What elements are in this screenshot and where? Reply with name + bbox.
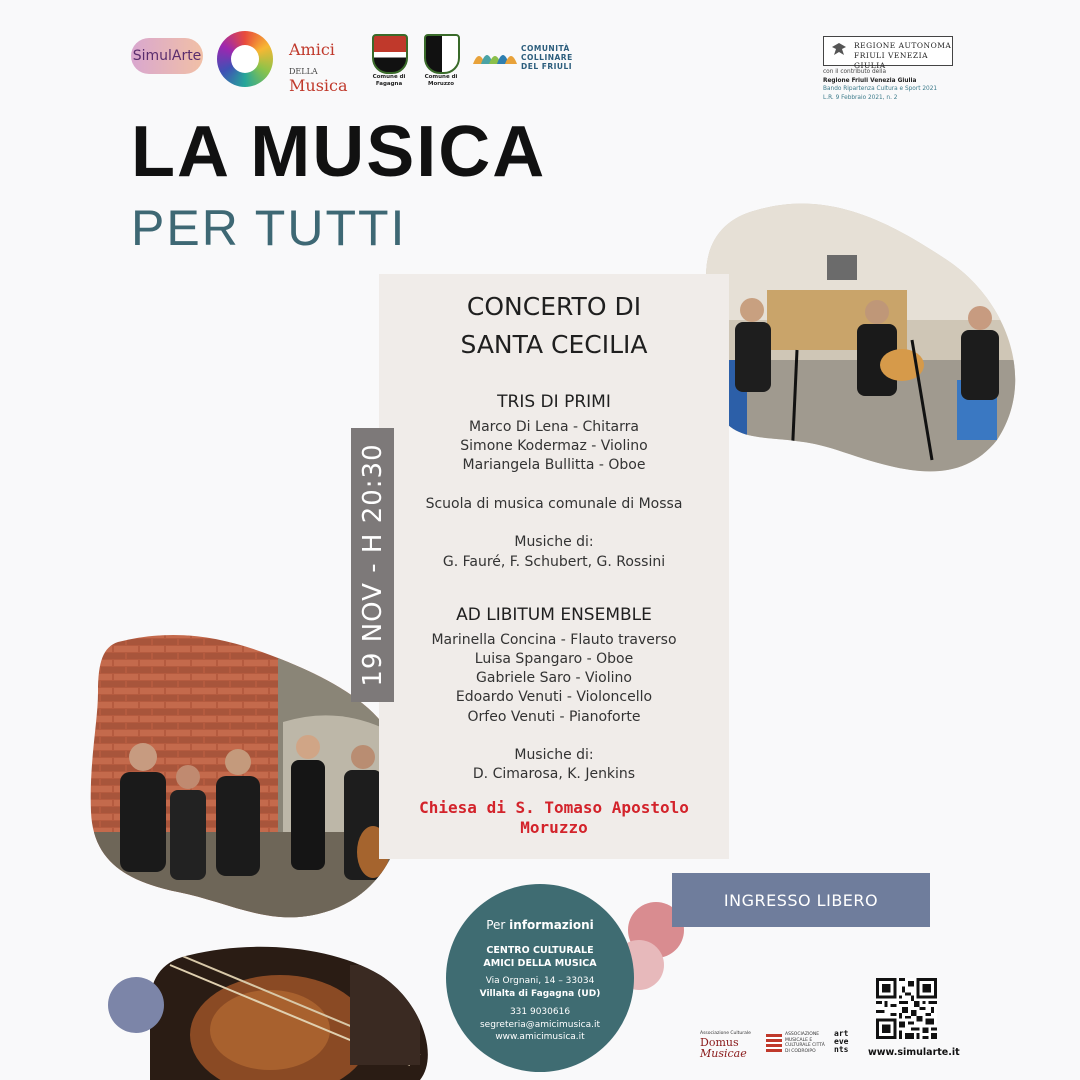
venue-line1: Chiesa di S. Tomaso Apostolo: [419, 798, 689, 817]
group2-member: Luisa Spangaro - Oboe: [474, 651, 634, 667]
concert-title-line1: CONCERTO DI: [466, 292, 642, 321]
program-panel: [379, 274, 729, 859]
fagagna-logo: Comune di Fagagna: [364, 34, 414, 88]
qr-code-icon[interactable]: [876, 978, 937, 1039]
info-circle: Per informazioni CENTRO CULTURALE AMICI DELLA MUSICA Via Orgnani, 14 – 33034 Villalta di Fagagna (UD) 331 9030616 segreteria@amicimusica.it www.amicimusica.it: [446, 884, 634, 1072]
phone-link[interactable]: 331 9030616: [509, 1007, 571, 1017]
group2-member: Edoardo Venuti - Violoncello: [455, 689, 653, 705]
concert-title-line2: SANTA CECILIA: [460, 330, 648, 359]
ingresso-libero-badge: INGRESSO LIBERO: [672, 873, 930, 927]
group1-member: Simone Kodermaz - Violino: [460, 438, 648, 454]
group1-member: Mariangela Bullitta - Oboe: [462, 457, 646, 473]
hills-icon: [473, 44, 517, 64]
trio-photo: [697, 200, 1027, 490]
website-link[interactable]: www.amicimusica.it: [495, 1032, 585, 1042]
comune-logo-ring: [217, 31, 273, 87]
decorative-dot-blue: [108, 977, 164, 1033]
sub-title: PER TUTTI: [131, 200, 407, 256]
moruzzo-coat-icon: [424, 34, 460, 74]
email-link[interactable]: segreteria@amicimusica.it: [479, 1019, 600, 1030]
contributo-text: con il contributo della Regione Friuli Venezia Giulia Bando Ripartenza Cultura e Sport 2021 L.R. 9 Febbraio 2021, n. 2: [823, 69, 938, 101]
eagle-icon: [830, 41, 848, 59]
group2-composers: D. Cimarosa, K. Jenkins: [472, 766, 636, 782]
comunita-collinare-logo: COMUNITÀ COLLINARE DEL FRIULI: [473, 44, 573, 74]
group2-music-label: Musiche di:: [514, 747, 594, 763]
date-text: 19 NOV - H 20:30: [357, 443, 388, 687]
regione-fvg-logo: REGIONE AUTONOMA FRIULI VENEZIA GIULIA: [823, 36, 953, 66]
group2-member: Gabriele Saro - Violino: [476, 670, 632, 686]
group1-school: Scuola di musica comunale di Mossa: [425, 496, 683, 512]
group2-member: Marinella Concina - Flauto traverso: [431, 632, 677, 648]
fagagna-coat-icon: [372, 34, 408, 74]
main-title: LA MUSICA: [131, 112, 547, 192]
simularte-logo: SimulArte: [131, 38, 203, 74]
associazione-codroipo-logo: ASSOCIAZIONE MUSICALE E CULTURALE CITTÀ DI CODROIPO: [766, 1032, 828, 1056]
group1-name: TRIS DI PRIMI: [497, 392, 611, 412]
cello-photo: [150, 945, 430, 1080]
moruzzo-logo: Comune di Moruzzo: [416, 34, 466, 88]
group1-member: Marco Di Lena - Chitarra: [469, 419, 639, 435]
artevents-logo: art eve nts: [834, 1029, 849, 1054]
venue-line2: Moruzzo: [520, 818, 588, 837]
domus-musicae-logo: Associazione Culturale Domus Musicae: [700, 1031, 751, 1060]
simularte-website-link[interactable]: www.simularte.it: [868, 1047, 960, 1058]
group2-member: Orfeo Venuti - Pianoforte: [467, 709, 641, 725]
group2-name: AD LIBITUM ENSEMBLE: [456, 605, 652, 625]
date-tab: [351, 428, 394, 702]
stripes-icon: [766, 1034, 782, 1052]
group1-music-label: Musiche di:: [514, 534, 594, 550]
amici-della-musica-logo: Amici DELLA Musica: [289, 40, 348, 95]
group1-composers: G. Fauré, F. Schubert, G. Rossini: [442, 554, 666, 570]
